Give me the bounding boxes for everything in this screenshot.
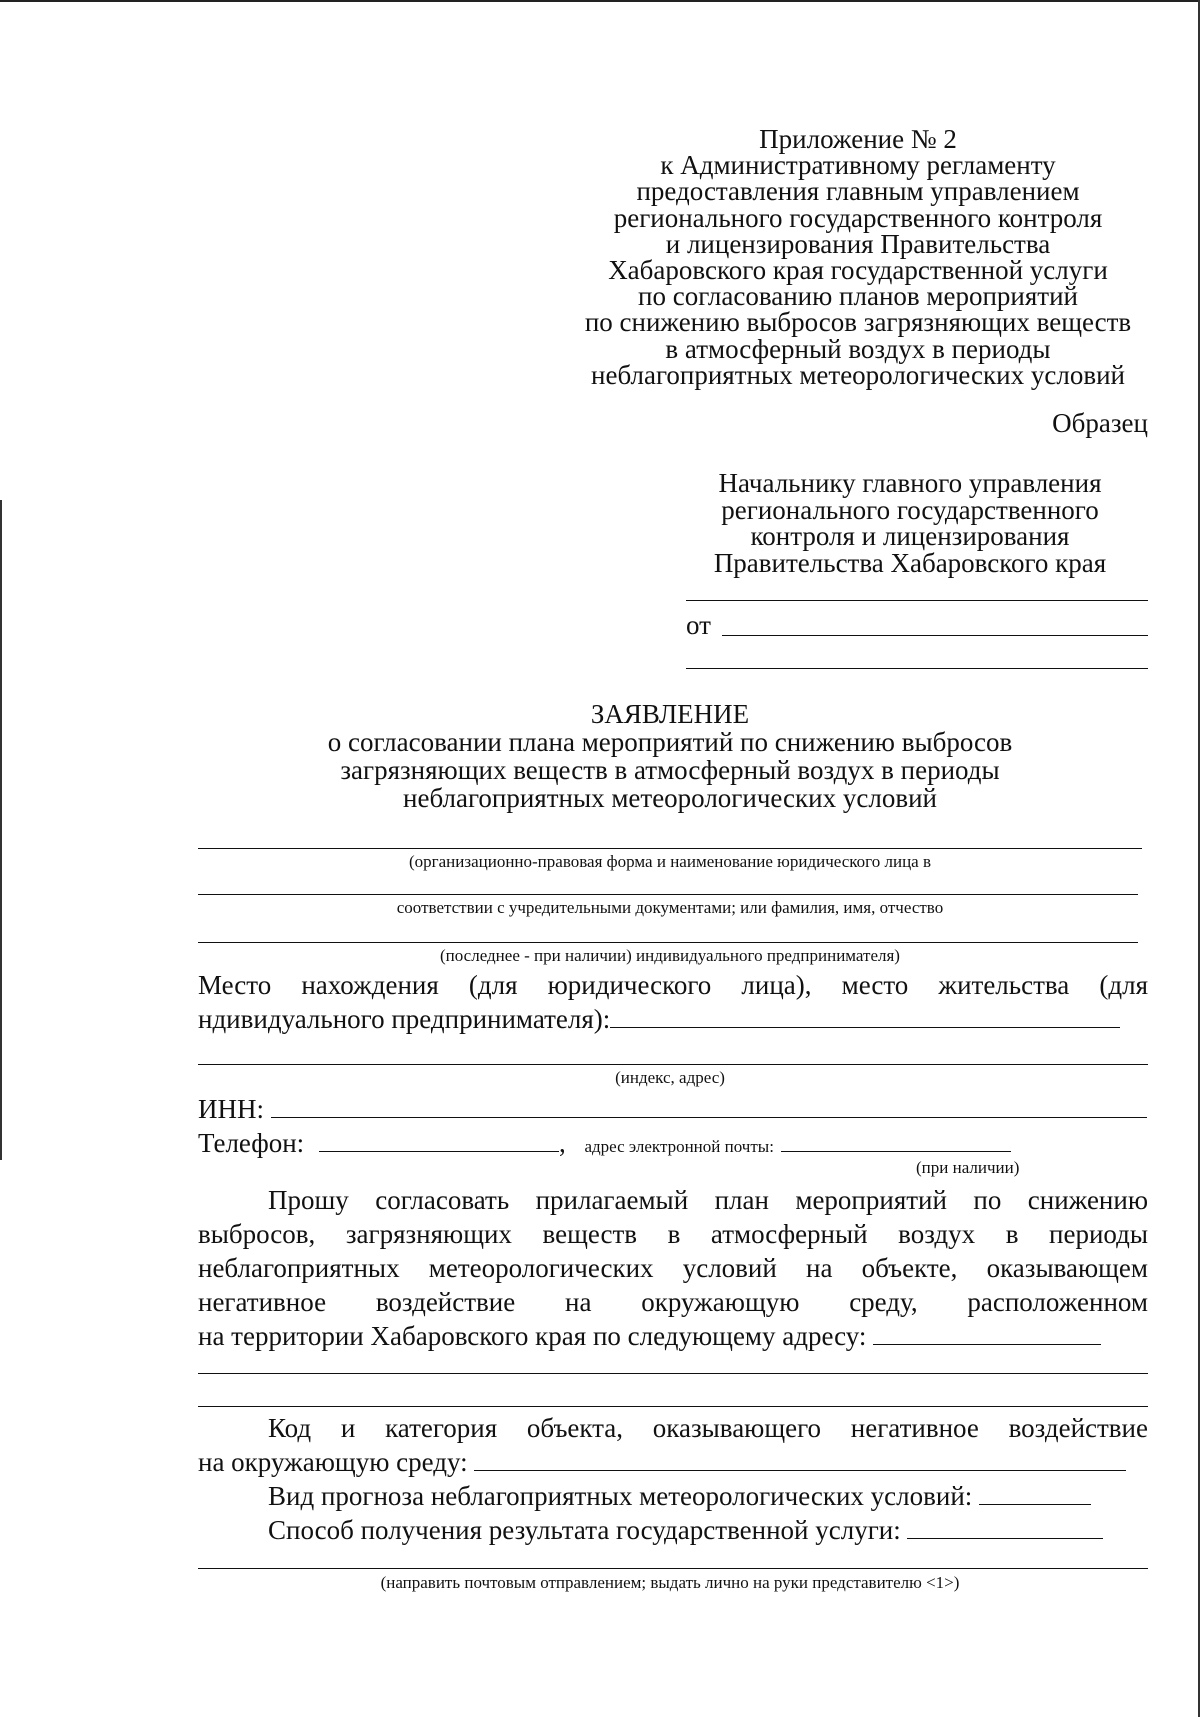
annex-header [568,126,1148,388]
scan-edge-left [0,500,2,1160]
annex-line: по снижению выбросов загрязняющих веществ [584,307,1132,338]
annex-line: к Административному регламенту [660,150,1056,181]
object-line-2 [198,1445,1148,1479]
inn-blank-line[interactable] [271,1095,1147,1118]
forecast-label: Вид прогноза неблагоприятных метеорологических условий: [268,1481,973,1511]
statement-subtitle-line: о согласовании плана мероприятий по снижению выбросов [327,727,1013,757]
annex-line: Хабаровского края государственной услуги [608,255,1108,286]
location-blank-line-2[interactable] [198,1064,1148,1065]
forecast-row [268,1479,1148,1513]
location-label: ндивидуального предпринимателя): [198,1004,611,1034]
phone-blank-line[interactable] [319,1129,559,1152]
request-address-label: на территории Хабаровского края по следующему адресу: [198,1321,867,1351]
object-code-label: на окружающую среду: [198,1447,468,1477]
annex-line: предоставления главным управлением [636,176,1080,207]
location-caption: (индекс, адрес) [615,1068,725,1087]
inn-row [198,1092,1148,1126]
phone-comma: , [558,1128,566,1158]
from-blank-line-2[interactable] [686,668,1148,669]
result-label: Способ получения результата государственной услуги: [268,1515,901,1545]
addressee-line: Правительства Хабаровского края [713,547,1107,578]
email-blank-line[interactable] [781,1129,1011,1152]
statement-title: ЗАЯВЛЕНИЕ [590,699,750,729]
from-label: от [686,610,711,640]
applicant-name-line-2[interactable] [198,894,1138,895]
request-line-4: негативное воздействие на окружающую среду, расположенном [198,1287,1148,1317]
request-address-line-3[interactable] [198,1406,1148,1407]
addressee-block [680,470,1140,576]
statement-subtitle-line: неблагоприятных метеорологических условий [403,783,937,813]
result-row [268,1513,1148,1547]
result-blank-line[interactable] [907,1516,1103,1539]
annex-line: и лицензирования Правительства [665,228,1051,259]
applicant-caption-2: соответствии с учредительными документами; или фамилия, имя, отчество [396,898,944,917]
sample-label: Образец [1052,408,1148,438]
statement-title-block [230,700,1110,812]
location-blank-line[interactable] [610,1005,1120,1028]
request-address-line-2[interactable] [198,1373,1148,1374]
location-line-2 [198,1002,1148,1036]
applicant-caption-1: (организационно-правовая форма и наименование юридического лица в [409,852,931,871]
annex-line: регионального государственного контроля [613,202,1103,233]
object-line-1: Код и категория объекта, оказывающего негативное воздействие [268,1413,1148,1443]
applicant-name-line-3[interactable] [198,942,1138,943]
forecast-blank-line[interactable] [979,1482,1091,1505]
applicant-name-line[interactable] [198,848,1142,849]
addressee-line: регионального государственного [721,494,1099,525]
request-line-3: неблагоприятных метеорологических условий на объекте, оказывающем [198,1253,1148,1283]
delivery-blank-line[interactable] [198,1568,1148,1569]
email-label: адрес электронной почты: [584,1137,774,1156]
addressee-line: Начальнику главного управления [718,468,1102,498]
addressee-line: контроля и лицензирования [750,521,1070,551]
annex-line: Приложение № 2 [759,124,957,154]
from-blank-line[interactable] [722,635,1148,636]
request-line-1: Прошу согласовать прилагаемый план мероприятий по снижению [268,1185,1148,1215]
phone-label: Телефон: [198,1128,305,1158]
request-address-blank-line[interactable] [873,1322,1101,1345]
object-code-blank-line[interactable] [474,1448,1126,1471]
annex-line: в атмосферный воздух в периоды [665,333,1051,364]
request-line-2: выбросов, загрязняющих веществ в атмосферный воздух в периоды [198,1219,1148,1249]
inn-label: ИНН: [198,1094,264,1124]
annex-line: по согласованию планов мероприятий [638,281,1078,312]
annex-line: неблагоприятных метеорологических условий [591,359,1125,390]
statement-subtitle-line: загрязняющих веществ в атмосферный воздух в периоды [340,755,1000,785]
request-line-5 [198,1319,1148,1353]
scan-edge-top [0,0,1200,2]
applicant-caption-3: (последнее - при наличии) индивидуального предпринимателя) [440,946,900,965]
email-note: (при наличии) [916,1158,1020,1177]
delivery-caption: (направить почтовым отправлением; выдать лично на руки представителю <1>) [380,1573,960,1592]
location-line-1: Место нахождения (для юридического лица), место жительства (для [198,970,1148,1000]
addressee-blank-line[interactable] [686,600,1148,601]
